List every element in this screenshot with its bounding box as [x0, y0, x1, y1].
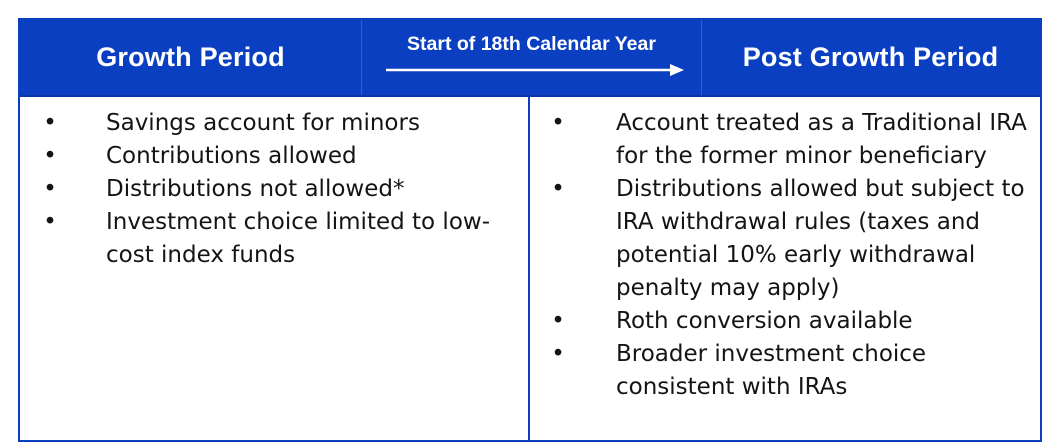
list-item [530, 173, 1035, 305]
list-item [530, 305, 1035, 338]
post-growth-period-list [530, 107, 1035, 404]
bullet-dot-icon: • [43, 110, 57, 136]
post-growth-period-title: Post Growth Period [742, 42, 999, 72]
bullet-dot-icon: • [43, 176, 57, 202]
bullet-dot-icon: • [551, 176, 565, 202]
growth-period-title: Growth Period [96, 42, 285, 72]
growth-period-list [20, 107, 525, 272]
bullet-dot-icon: • [551, 110, 565, 136]
header-cell-transition [361, 20, 702, 95]
list-item-text: Broader investment choice consistent with IRAs [616, 341, 927, 400]
list-item-text: Investment choice limited to low-cost index funds [106, 209, 491, 268]
header-cell-post-growth [701, 20, 1040, 95]
list-item [20, 107, 525, 140]
list-item [20, 140, 525, 173]
list-item-text: Savings account for minors [106, 110, 420, 136]
list-item-text: Account treated as a Traditional IRA for the former minor beneficiary [616, 110, 1027, 169]
bullet-dot-icon: • [43, 209, 57, 235]
comparison-table [18, 18, 1042, 442]
table-header [20, 20, 1040, 97]
list-item-text: Distributions allowed but subject to IRA withdrawal rules (taxes and potential 10% early withdrawal penalty may apply) [616, 176, 1025, 301]
list-item-text: Contributions allowed [106, 143, 357, 169]
transition-label: Start of 18th Calendar Year [407, 33, 656, 55]
list-item [530, 338, 1035, 404]
right-arrow-icon [386, 63, 684, 77]
list-item-text: Roth conversion available [616, 308, 913, 334]
list-item-text: Distributions not allowed* [106, 176, 405, 202]
post-growth-period-column [530, 97, 1040, 440]
bullet-dot-icon: • [551, 308, 565, 334]
list-item [530, 107, 1035, 173]
bullet-dot-icon: • [551, 341, 565, 367]
list-item [20, 206, 525, 272]
bullet-dot-icon: • [43, 143, 57, 169]
table-body [20, 97, 1040, 440]
list-item [20, 173, 525, 206]
growth-period-column [20, 97, 530, 440]
header-cell-growth [20, 20, 361, 95]
